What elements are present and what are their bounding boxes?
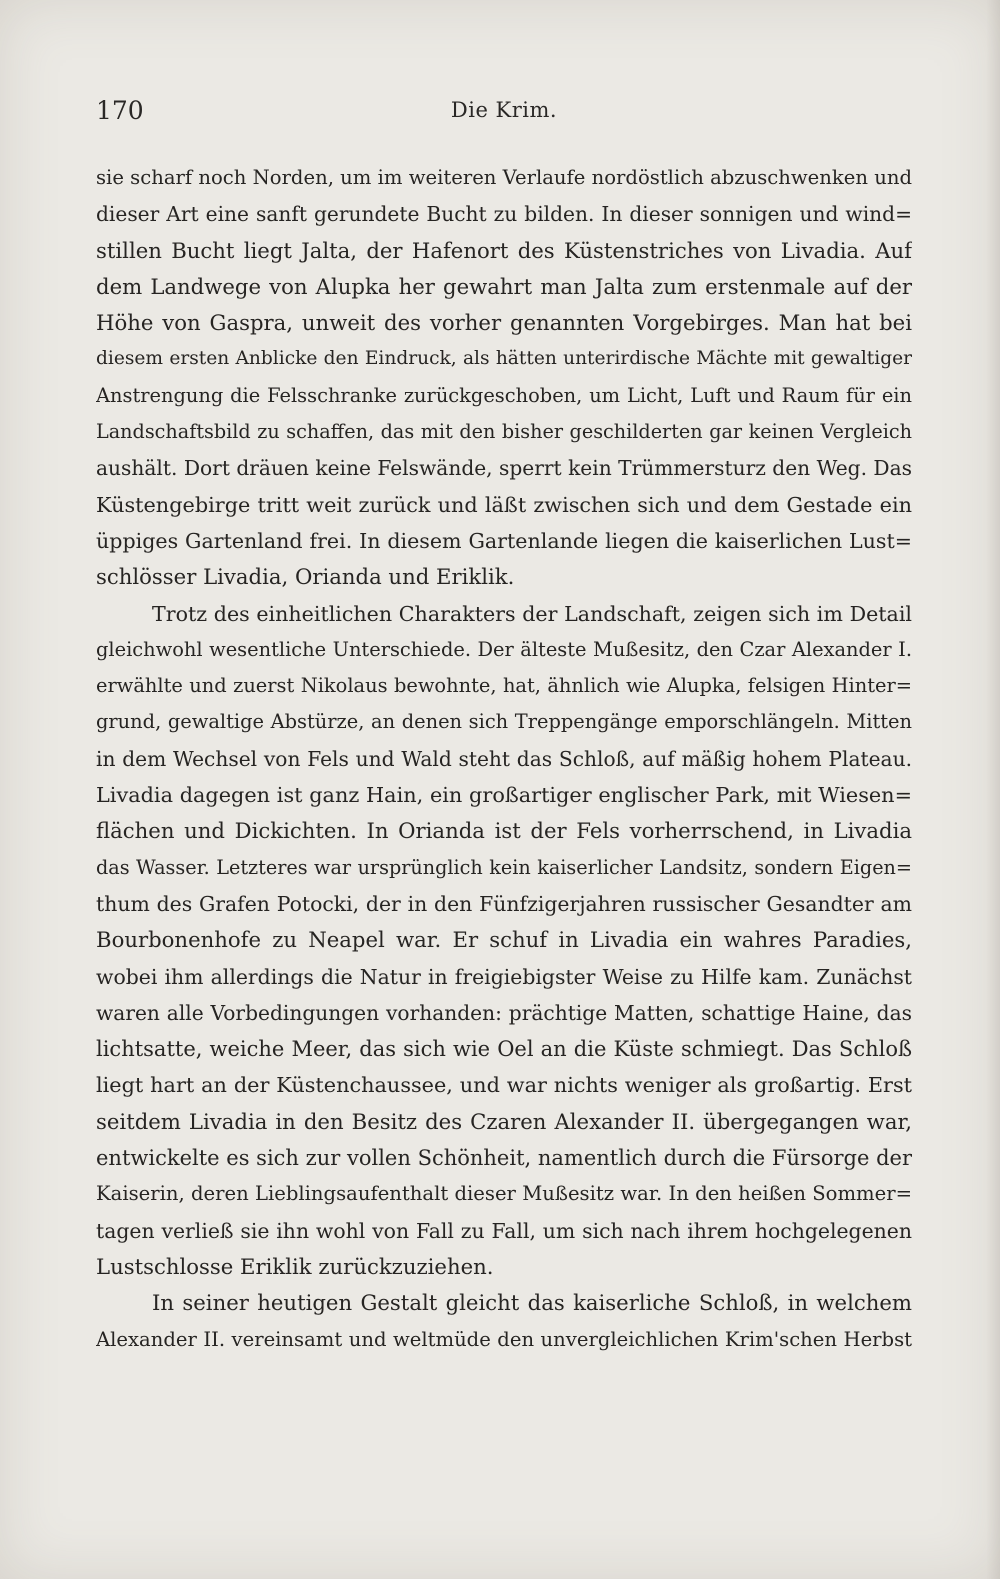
text-line: Trotz des einheitlichen Charakters der Landschaft, zeigen sich im Detail bbox=[152, 601, 912, 626]
text-line: Bourbonenhofe zu Neapel war. Er schuf in Livadia ein wahres Paradies, bbox=[96, 927, 912, 953]
text-line: thum des Grafen Potocki, der in den Fünfzigerjahren russischer Gesandter am bbox=[96, 891, 912, 916]
text-line: Lustschlosse Eriklik zurückzuziehen. bbox=[96, 1253, 494, 1279]
running-head: Die Krim. bbox=[450, 98, 558, 122]
text-line: Anstrengung die Felsschranke zurückgeschoben, um Licht, Luft und Raum für ein bbox=[96, 383, 912, 407]
text-line: Höhe von Gaspra, unweit des vorher genannten Vorgebirges. Man hat bei bbox=[96, 310, 912, 336]
body-text bbox=[96, 160, 912, 1358]
text-line: grund, gewaltige Abstürze, an denen sich Treppengänge emporschlängeln. Mitten bbox=[96, 710, 912, 734]
text-line: Kaiserin, deren Lieblingsaufenthalt dieser Mußesitz war. In den heißen Sommer= bbox=[96, 1182, 912, 1206]
text-line: aushält. Dort dräuen keine Felswände, sperrt kein Trümmersturz den Weg. Das bbox=[96, 456, 912, 481]
text-line: üppiges Gartenland frei. In diesem Gartenlande liegen die kaiserlichen Lust= bbox=[96, 528, 912, 553]
text-line: diesem ersten Anblicke den Eindruck, als hätten unterirdische Mächte mit gewaltiger bbox=[96, 348, 912, 370]
text-line: Alexander II. vereinsamt und weltmüde den unvergleichlichen Krim'schen Herbst bbox=[96, 1327, 912, 1351]
text-line: dem Landwege von Alupka her gewahrt man Jalta zum erstenmale auf der bbox=[96, 273, 912, 299]
text-line: schlösser Livadia, Orianda und Eriklik. bbox=[96, 564, 515, 590]
text-line: waren alle Vorbedingungen vorhanden: prächtige Matten, schattige Haine, das bbox=[96, 1000, 912, 1025]
text-line: Küstengebirge tritt weit zurück und läßt zwischen sich und dem Gestade ein bbox=[96, 492, 912, 517]
page-header bbox=[96, 96, 912, 136]
text-line: wobei ihm allerdings die Natur in freigiebigster Weise zu Hilfe kam. Zunächst bbox=[96, 964, 912, 989]
page-number: 170 bbox=[96, 96, 144, 125]
text-line: Livadia dagegen ist ganz Hain, ein großartiger englischer Park, mit Wiesen= bbox=[96, 783, 912, 808]
text-line: in dem Wechsel von Fels und Wald steht das Schloß, auf mäßig hohem Plateau. bbox=[96, 746, 912, 771]
text-line: Landschaftsbild zu schaffen, das mit den bisher geschilderten gar keinen Vergleich bbox=[96, 420, 912, 444]
text-line: erwählte und zuerst Nikolaus bewohnte, hat, ähnlich wie Alupka, felsigen Hinter= bbox=[96, 674, 912, 698]
page-edge-shadow bbox=[986, 0, 1000, 1579]
text-line: tagen verließ sie ihn wohl von Fall zu Fall, um sich nach ihrem hochgelegenen bbox=[96, 1218, 912, 1243]
text-line: flächen und Dickichten. In Orianda ist der Fels vorherrschend, in Livadia bbox=[96, 818, 912, 844]
text-line: das Wasser. Letzteres war ursprünglich kein kaiserlicher Landsitz, sondern Eigen= bbox=[96, 855, 912, 879]
text-line: In seiner heutigen Gestalt gleicht das kaiserliche Schloß, in welchem bbox=[152, 1290, 912, 1316]
text-line: seitdem Livadia in den Besitz des Czaren Alexander II. übergegangen war, bbox=[96, 1108, 912, 1134]
text-line: sie scharf noch Norden, um im weiteren Verlaufe nordöstlich abzuschwenken und bbox=[96, 166, 912, 189]
text-line: liegt hart an der Küstenchaussee, und war nichts weniger als großartig. Erst bbox=[96, 1073, 912, 1098]
text-line: gleichwohl wesentliche Unterschiede. Der älteste Mußesitz, den Czar Alexander I. bbox=[96, 637, 912, 661]
text-line: entwickelte es sich zur vollen Schönheit, namentlich durch die Fürsorge der bbox=[96, 1146, 912, 1171]
text-line: stillen Bucht liegt Jalta, der Hafenort des Küstenstriches von Livadia. Auf bbox=[96, 237, 912, 263]
text-line: dieser Art eine sanft gerundete Bucht zu bilden. In dieser sonnigen und wind= bbox=[96, 202, 912, 227]
text-line: lichtsatte, weiche Meer, das sich wie Oel an die Küste schmiegt. Das Schloß bbox=[96, 1037, 912, 1062]
